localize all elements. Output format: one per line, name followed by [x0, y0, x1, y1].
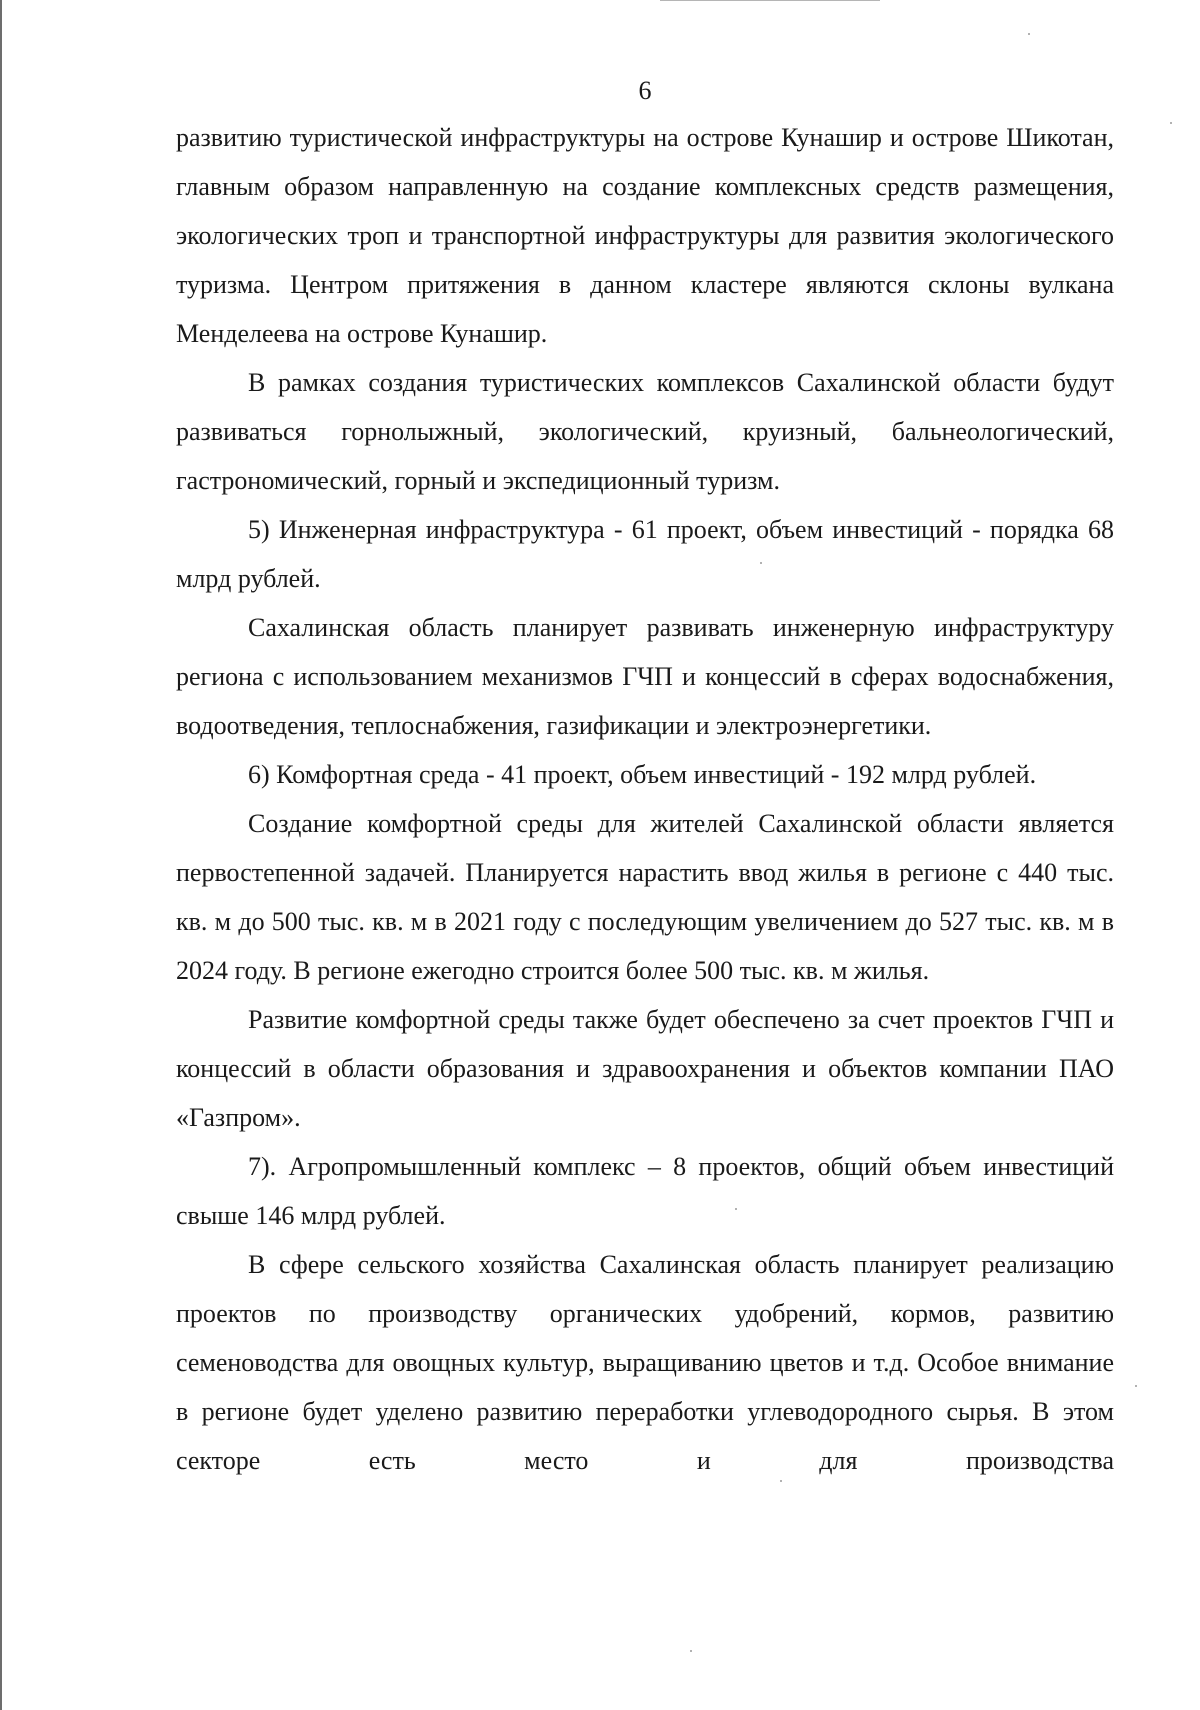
paragraph: В рамках создания туристических комплексов Сахалинской области будут развиваться горнолыжный, экологический, круизный, бальнеологический, гастрономический, горный и экспедиционный туризм. [176, 368, 1114, 495]
scan-speck [1170, 122, 1172, 124]
document-body [176, 113, 1114, 1485]
page-number: 6 [638, 76, 652, 105]
paragraph: В сфере сельского хозяйства Сахалинская область планирует реализацию проектов по производству органических удобрений, кормов, развитию семеноводства для овощных культур, выращиванию цветов и т.д. Особое внимание в регионе будет уделено развитию переработки углеводородного сырья. В этом секторе есть место и для производства [176, 1250, 1114, 1475]
scan-edge-top [660, 0, 880, 1]
paragraph: 7). Агропромышленный комплекс – 8 проектов, общий объем инвестиций свыше 146 млрд рублей. [176, 1152, 1114, 1230]
paragraph: 6) Комфортная среда - 41 проект, объем инвестиций - 192 млрд рублей. [248, 760, 1037, 789]
scan-speck [1135, 1385, 1137, 1387]
paragraph: Создание комфортной среды для жителей Сахалинской области является первостепенной задачей. Планируется нарастить ввод жилья в регионе с 440 тыс. кв. м до 500 тыс. кв. м в 2021 году с последующим увеличением до 527 тыс. кв. м в 2024 году. В регионе ежегодно строится более 500 тыс. кв. м жилья. [176, 809, 1114, 985]
paragraph: 5) Инженерная инфраструктура - 61 проект, объем инвестиций - порядка 68 млрд рублей. [176, 515, 1114, 593]
paragraph: Развитие комфортной среды также будет обеспечено за счет проектов ГЧП и концессий в области образования и здравоохранения и объектов компании ПАО «Газпром». [176, 1005, 1114, 1132]
paragraph: развитию туристической инфраструктуры на острове Кунашир и острове Шикотан, главным образом направленную на создание комплексных средств размещения, экологических троп и транспортной инфраструктуры для развития экологического туризма. Центром притяжения в данном кластере являются склоны вулкана Менделеева на острове Кунашир. [176, 123, 1114, 348]
scan-speck [1028, 33, 1030, 35]
scan-edge-left [0, 0, 2, 1710]
paragraph: Сахалинская область планирует развивать инженерную инфраструктуру региона с использованием механизмов ГЧП и концессий в сферах водоснабжения, водоотведения, теплоснабжения, газификации и электроэнергетики. [176, 613, 1114, 740]
scan-speck [690, 1650, 692, 1652]
